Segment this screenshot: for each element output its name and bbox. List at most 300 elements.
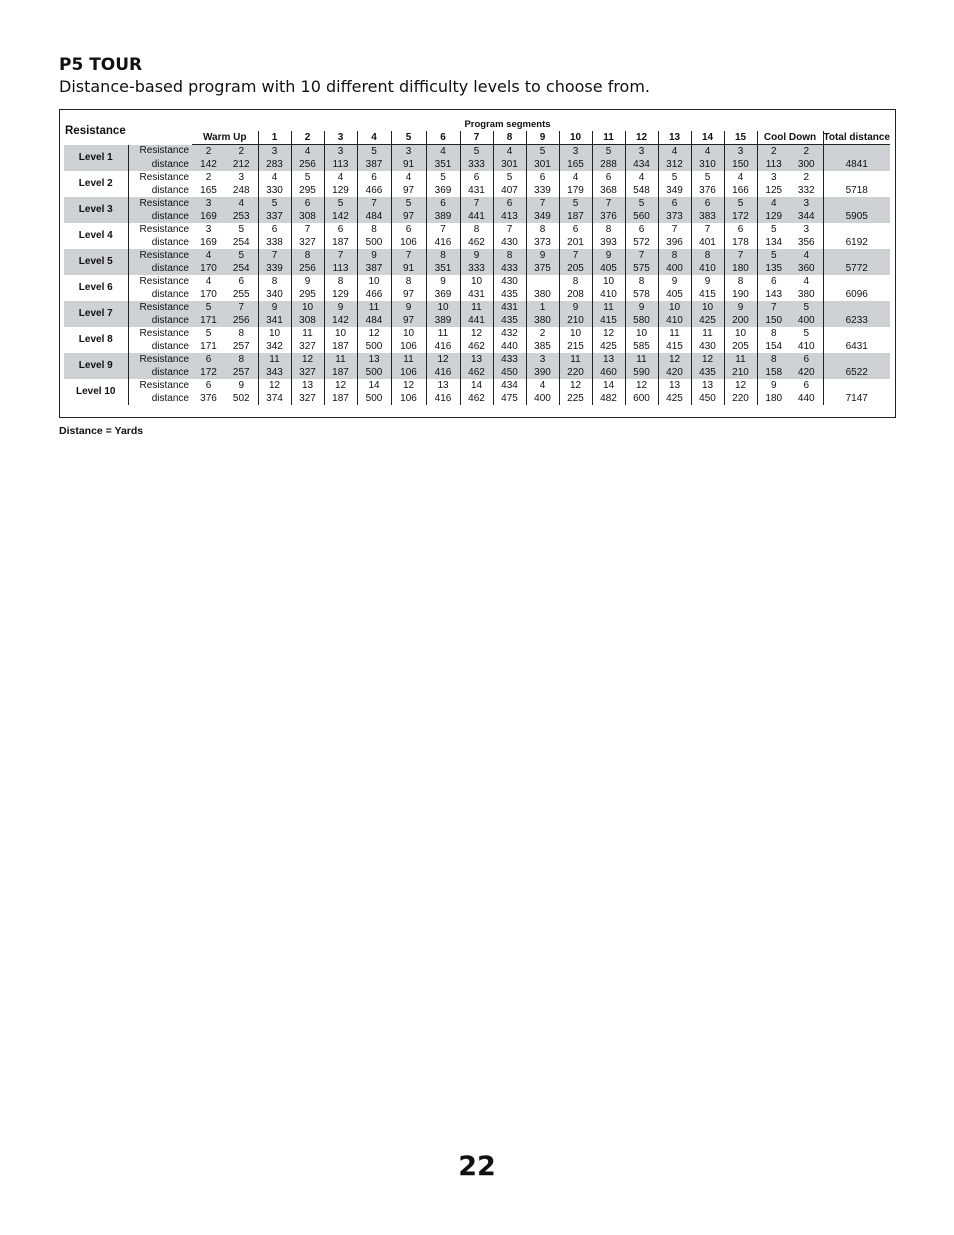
cell-distance: 210 — [559, 314, 592, 327]
cell-resistance: 5 — [592, 145, 625, 159]
cell-distance: 333 — [460, 262, 493, 275]
cell-distance: 376 — [200, 392, 217, 404]
cell-resistance: 6 — [324, 223, 357, 236]
cell-distance: 349 — [658, 184, 691, 197]
cell-resistance: 3 — [724, 145, 757, 159]
row-label-resistance: Resistance — [128, 275, 192, 288]
cell-resistance: 12 — [625, 379, 658, 392]
cell-resistance: 8 — [691, 249, 724, 262]
cell-resistance: 4 — [324, 171, 357, 184]
cell-resistance: 2 — [757, 145, 790, 159]
total-distance-cell: 4841 — [823, 158, 890, 171]
cell-distance: 405 — [592, 262, 625, 275]
table-row — [64, 288, 890, 301]
cell-distance: 389 — [426, 314, 460, 327]
table-row — [64, 223, 890, 236]
cell-distance: 301 — [493, 158, 526, 171]
program-segments-label: Program segments — [464, 118, 551, 130]
cell-resistance: 6 — [192, 353, 225, 366]
cell-resistance: 5 — [658, 171, 691, 184]
cell-resistance: 6 — [757, 275, 790, 288]
cell-distance: 308 — [291, 210, 324, 223]
cell-resistance: 4 — [790, 249, 823, 262]
cell-distance: 369 — [426, 288, 460, 301]
cell-distance: 255 — [232, 288, 250, 300]
cell-distance: 210 — [724, 366, 757, 379]
cell-distance: 254 — [232, 236, 250, 248]
row-label-resistance: Resistance — [128, 353, 192, 366]
cell-resistance: 5 — [625, 197, 658, 210]
cell-resistance: 7 — [691, 223, 724, 236]
cell-resistance: 6 — [291, 197, 324, 210]
cell-resistance: 10 — [391, 327, 426, 340]
cell-distance: 500 — [357, 236, 391, 249]
row-label-distance: distance — [128, 366, 192, 379]
cell-distance: 143 — [757, 288, 790, 301]
cell-resistance: 7 — [493, 223, 526, 236]
cell-resistance: 4 — [559, 171, 592, 184]
cell-resistance: 11 — [724, 353, 757, 366]
cell-resistance: 4 — [658, 145, 691, 159]
cell-distance: 396 — [658, 236, 691, 249]
cell-distance: 256 — [225, 314, 258, 327]
row-label-resistance: Resistance — [128, 197, 192, 210]
cell-resistance: 3 — [324, 145, 357, 159]
cell-resistance: 11 — [391, 353, 426, 366]
cell-resistance: 13 — [357, 353, 391, 366]
cell-distance: 425 — [592, 340, 625, 353]
cell-distance: 349 — [526, 210, 559, 223]
cell-distance: 380 — [526, 288, 559, 301]
cell-distance: 170 — [200, 288, 217, 300]
cell-resistance: 3 — [526, 353, 559, 366]
cell-resistance: 8 — [324, 275, 357, 288]
cell-distance: 389 — [426, 210, 460, 223]
cell-resistance: 6 — [559, 223, 592, 236]
cell-resistance: 9 — [592, 249, 625, 262]
cell-resistance: 12 — [592, 327, 625, 340]
cell-resistance: 6 — [658, 197, 691, 210]
cell-resistance: 2 — [526, 327, 559, 340]
cell-distance: 165 — [200, 184, 217, 196]
table-row — [64, 262, 890, 275]
cell-resistance: 10 — [724, 327, 757, 340]
cell-distance: 225 — [559, 392, 592, 405]
cell-resistance: 5 — [559, 197, 592, 210]
cell-distance: 400 — [658, 262, 691, 275]
cell-resistance: 3 — [803, 223, 810, 235]
level-name: Level 7 — [64, 301, 128, 327]
cell-resistance: 5 — [258, 197, 291, 210]
segment-number-8: 8 — [493, 131, 526, 145]
cell-distance: 142 — [324, 210, 357, 223]
cell-distance: 248 — [232, 184, 250, 196]
cell-resistance: 7 — [757, 301, 790, 314]
level-name: Level 5 — [64, 249, 128, 275]
cell-resistance: 9 — [658, 275, 691, 288]
cell-distance: 97 — [391, 288, 426, 301]
cell-distance: 220 — [559, 366, 592, 379]
cell-distance: 435 — [493, 288, 526, 301]
cell-resistance: 9 — [238, 379, 245, 391]
cell-resistance: 4 — [291, 145, 324, 159]
cell-distance: 91 — [391, 158, 426, 171]
cell-resistance: 3 — [391, 145, 426, 159]
total-distance-cell: 6192 — [823, 236, 890, 249]
cell-resistance: 10 — [291, 301, 324, 314]
cell-distance: 97 — [391, 210, 426, 223]
cell-resistance: 12 — [258, 379, 291, 392]
cell-distance: 166 — [724, 184, 757, 197]
segment-number-2: 2 — [291, 131, 324, 145]
cell-distance: 462 — [460, 366, 493, 379]
row-label-resistance: Resistance — [128, 379, 192, 392]
cell-resistance: 430 — [493, 275, 526, 288]
cell-distance: 435 — [493, 314, 526, 327]
cell-distance: 172 — [724, 210, 757, 223]
total-distance-cell: 6522 — [823, 366, 890, 379]
total-distance-cell — [823, 327, 890, 340]
cell-resistance: 12 — [658, 353, 691, 366]
cell-resistance: 13 — [426, 379, 460, 392]
cell-distance: 578 — [625, 288, 658, 301]
cell-distance: 257 — [232, 340, 250, 352]
cell-resistance: 6 — [724, 223, 757, 236]
cell-distance: 113 — [757, 158, 790, 171]
segment-number-5: 5 — [391, 131, 426, 145]
cell-resistance: 5 — [426, 171, 460, 184]
segment-number-3: 3 — [324, 131, 357, 145]
cell-resistance: 4 — [192, 249, 225, 262]
total-distance-cell: 5772 — [823, 262, 890, 275]
cell-distance: 169 — [200, 236, 217, 248]
cell-distance: 440 — [797, 392, 815, 404]
segment-number-14: 14 — [691, 131, 724, 145]
cell-resistance: 433 — [493, 353, 526, 366]
cell-resistance — [526, 275, 559, 288]
cell-resistance: 5 — [291, 171, 324, 184]
cell-distance: 405 — [658, 288, 691, 301]
total-distance-cell: 5905 — [823, 210, 890, 223]
cell-resistance: 13 — [460, 353, 493, 366]
cell-resistance: 11 — [625, 353, 658, 366]
cell-distance: 135 — [757, 262, 790, 275]
cell-resistance: 7 — [225, 301, 258, 314]
cell-distance: 460 — [592, 366, 625, 379]
cell-resistance: 9 — [391, 301, 426, 314]
cell-distance: 466 — [357, 184, 391, 197]
cell-distance: 129 — [324, 184, 357, 197]
cell-distance: 187 — [324, 366, 357, 379]
cell-resistance: 10 — [258, 327, 291, 340]
cell-distance: 548 — [625, 184, 658, 197]
cell-distance: 215 — [559, 340, 592, 353]
cell-resistance: 5 — [691, 171, 724, 184]
cell-distance: 339 — [258, 262, 291, 275]
cell-resistance: 7 — [592, 197, 625, 210]
level-name: Level 9 — [64, 353, 128, 379]
cell-resistance: 12 — [559, 379, 592, 392]
page-title: P5 TOUR — [59, 55, 143, 75]
cell-distance: 374 — [258, 392, 291, 405]
table-row — [64, 249, 890, 262]
cell-distance: 380 — [797, 288, 815, 300]
cell-distance: 343 — [258, 366, 291, 379]
cell-resistance: 2 — [225, 145, 258, 159]
cell-distance: 356 — [797, 236, 815, 248]
total-distance-cell — [823, 145, 890, 159]
cell-resistance: 10 — [324, 327, 357, 340]
cell-resistance: 7 — [559, 249, 592, 262]
cell-distance: 462 — [460, 340, 493, 353]
cell-resistance: 8 — [526, 223, 559, 236]
level-name: Level 4 — [78, 230, 113, 241]
cell-resistance: 10 — [691, 301, 724, 314]
table-row — [64, 197, 890, 210]
cell-distance: 425 — [691, 314, 724, 327]
cell-resistance: 6 — [691, 197, 724, 210]
cell-distance: 254 — [225, 262, 258, 275]
cell-resistance: 14 — [357, 379, 391, 392]
cell-distance: 256 — [291, 158, 324, 171]
cell-distance: 327 — [291, 392, 324, 405]
table-row — [64, 340, 890, 353]
cell-distance: 205 — [724, 340, 757, 353]
segment-number-4: 4 — [357, 131, 391, 145]
cell-distance: 375 — [526, 262, 559, 275]
cell-distance: 393 — [592, 236, 625, 249]
cell-distance: 283 — [258, 158, 291, 171]
row-label-resistance: Resistance — [128, 171, 192, 184]
cell-resistance: 14 — [460, 379, 493, 392]
level-name: Level 10 — [76, 386, 116, 397]
cell-distance: 113 — [324, 158, 357, 171]
cell-distance: 585 — [625, 340, 658, 353]
cell-distance: 430 — [691, 340, 724, 353]
cell-resistance: 5 — [803, 327, 810, 339]
cell-distance: 420 — [790, 366, 823, 379]
cell-distance: 106 — [391, 392, 426, 405]
cell-distance: 482 — [592, 392, 625, 405]
cell-distance: 91 — [391, 262, 426, 275]
cell-resistance: 11 — [559, 353, 592, 366]
cell-resistance: 3 — [790, 197, 823, 210]
cell-resistance: 9 — [559, 301, 592, 314]
cell-resistance: 9 — [460, 249, 493, 262]
cell-distance: 413 — [493, 210, 526, 223]
segment-number-12: 12 — [625, 131, 658, 145]
cell-distance: 373 — [658, 210, 691, 223]
cell-resistance: 3 — [192, 197, 225, 210]
cell-resistance: 6 — [526, 171, 559, 184]
cell-resistance: 6 — [803, 379, 810, 391]
segment-number-11: 11 — [592, 131, 625, 145]
cell-resistance: 8 — [238, 327, 245, 339]
cell-resistance: 431 — [493, 301, 526, 314]
cell-resistance: 3 — [625, 145, 658, 159]
cell-distance: 180 — [724, 262, 757, 275]
cell-resistance: 4 — [391, 171, 426, 184]
row-label-resistance: Resistance — [128, 223, 192, 236]
cell-distance: 500 — [357, 392, 391, 405]
cell-distance: 295 — [291, 288, 324, 301]
cell-resistance: 12 — [460, 327, 493, 340]
cell-resistance: 8 — [291, 249, 324, 262]
cell-distance: 295 — [291, 184, 324, 197]
cell-distance: 450 — [691, 392, 724, 405]
total-distance-cell: 6096 — [823, 288, 890, 301]
row-label-resistance: Resistance — [128, 249, 192, 262]
table-row — [64, 301, 890, 314]
cell-resistance: 7 — [258, 249, 291, 262]
cell-distance: 351 — [426, 262, 460, 275]
cell-resistance: 9 — [757, 379, 790, 392]
cell-resistance: 8 — [493, 249, 526, 262]
cell-distance: 416 — [426, 236, 460, 249]
cell-resistance: 7 — [324, 249, 357, 262]
segment-number-13: 13 — [658, 131, 691, 145]
cell-resistance: 13 — [658, 379, 691, 392]
table-row — [64, 171, 890, 184]
row-label-distance: distance — [128, 392, 192, 405]
warm-up-header: Warm Up — [192, 131, 258, 145]
cell-distance: 351 — [426, 158, 460, 171]
cell-distance: 220 — [724, 392, 757, 405]
cell-resistance: 8 — [559, 275, 592, 288]
cell-distance: 106 — [391, 340, 426, 353]
cell-distance: 113 — [324, 262, 357, 275]
cell-resistance: 7 — [724, 249, 757, 262]
cell-distance: 190 — [724, 288, 757, 301]
cell-resistance: 4 — [625, 171, 658, 184]
cell-resistance: 5 — [460, 145, 493, 159]
cell-resistance: 5 — [757, 223, 790, 236]
cell-resistance: 12 — [357, 327, 391, 340]
cell-resistance: 4 — [493, 145, 526, 159]
cell-resistance: 5 — [324, 197, 357, 210]
cell-resistance: 9 — [324, 301, 357, 314]
cell-distance: 158 — [757, 366, 790, 379]
cell-resistance: 11 — [426, 327, 460, 340]
cell-resistance: 9 — [291, 275, 324, 288]
cell-distance: 150 — [757, 314, 790, 327]
cell-resistance: 10 — [625, 327, 658, 340]
total-distance-cell — [823, 197, 890, 210]
cell-distance: 257 — [225, 366, 258, 379]
cell-resistance: 6 — [625, 223, 658, 236]
cell-resistance: 9 — [526, 249, 559, 262]
total-distance-cell: 5718 — [823, 184, 890, 197]
row-label-resistance: Resistance — [128, 327, 192, 340]
cell-distance: 154 — [757, 340, 790, 353]
cell-distance: 425 — [658, 392, 691, 405]
cell-distance: 172 — [192, 366, 225, 379]
cell-resistance: 7 — [625, 249, 658, 262]
cell-resistance: 11 — [324, 353, 357, 366]
table-row — [64, 327, 890, 340]
segment-number-6: 6 — [426, 131, 460, 145]
cell-resistance: 6 — [357, 171, 391, 184]
cell-distance: 440 — [493, 340, 526, 353]
cell-distance: 433 — [493, 262, 526, 275]
cell-resistance: 3 — [258, 145, 291, 159]
table-row — [64, 158, 890, 171]
cool-down-header: Cool Down — [757, 131, 823, 145]
cell-resistance: 6 — [391, 223, 426, 236]
cell-distance: 575 — [625, 262, 658, 275]
cell-resistance: 11 — [691, 327, 724, 340]
row-label-distance: distance — [128, 210, 192, 223]
cell-distance: 416 — [426, 366, 460, 379]
cell-resistance: 11 — [291, 327, 324, 340]
cell-distance: 560 — [625, 210, 658, 223]
cell-distance: 376 — [691, 184, 724, 197]
cell-distance: 129 — [757, 210, 790, 223]
cell-resistance: 12 — [426, 353, 460, 366]
cell-distance: 410 — [797, 340, 815, 352]
cell-distance: 466 — [357, 288, 391, 301]
cell-resistance: 1 — [526, 301, 559, 314]
level-name: Level 2 — [78, 178, 113, 189]
cell-distance: 208 — [559, 288, 592, 301]
cell-resistance: 4 — [258, 171, 291, 184]
table-row — [64, 275, 890, 288]
cell-resistance: 9 — [258, 301, 291, 314]
cell-resistance: 8 — [460, 223, 493, 236]
cell-resistance: 7 — [357, 197, 391, 210]
page-subtitle: Distance-based program with 10 different difficulty levels to choose from. — [59, 77, 651, 96]
cell-resistance: 4 — [526, 379, 559, 392]
cell-distance: 342 — [258, 340, 291, 353]
cell-resistance: 5 — [238, 223, 245, 235]
cell-distance: 327 — [291, 366, 324, 379]
cell-resistance: 3 — [559, 145, 592, 159]
cell-distance: 106 — [391, 236, 426, 249]
cell-distance: 420 — [658, 366, 691, 379]
cell-resistance: 4 — [803, 275, 810, 287]
cell-distance: 580 — [625, 314, 658, 327]
cell-resistance: 10 — [460, 275, 493, 288]
total-distance-cell — [823, 223, 890, 236]
cell-distance: 431 — [460, 288, 493, 301]
cell-distance: 500 — [357, 340, 391, 353]
cell-resistance: 11 — [258, 353, 291, 366]
row-label-distance: distance — [128, 314, 192, 327]
cell-distance: 344 — [790, 210, 823, 223]
cell-distance: 142 — [192, 158, 225, 171]
table-row — [64, 314, 890, 327]
total-distance-cell — [823, 301, 890, 314]
cell-distance: 484 — [357, 314, 391, 327]
segment-number-10: 10 — [559, 131, 592, 145]
total-distance-cell: 6233 — [823, 314, 890, 327]
cell-resistance: 3 — [205, 223, 212, 235]
cell-resistance: 3 — [757, 171, 790, 184]
cell-distance: 327 — [291, 236, 324, 249]
cell-resistance: 7 — [658, 223, 691, 236]
cell-distance: 435 — [691, 366, 724, 379]
cell-resistance: 5 — [192, 301, 225, 314]
cell-resistance: 2 — [790, 145, 823, 159]
cell-distance: 169 — [192, 210, 225, 223]
row-label-distance: distance — [128, 288, 192, 301]
level-name: Level 3 — [64, 197, 128, 223]
cell-resistance: 4 — [426, 145, 460, 159]
cell-distance: 400 — [790, 314, 823, 327]
cell-distance: 441 — [460, 314, 493, 327]
cell-distance: 410 — [691, 262, 724, 275]
cell-distance: 572 — [625, 236, 658, 249]
